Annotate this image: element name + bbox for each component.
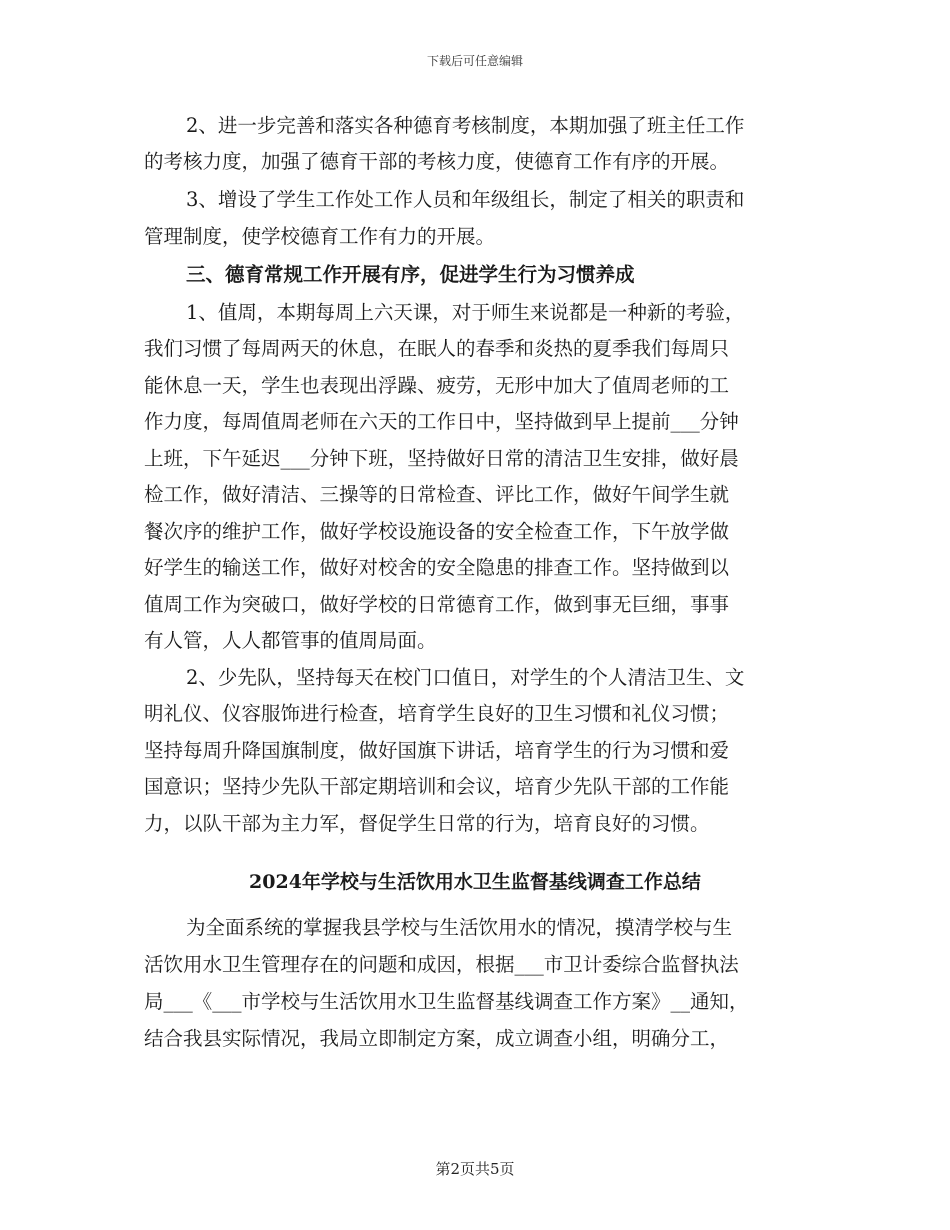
paragraph-line: 上班，下午延迟___分钟下班，坚持做好日常的清洁卫生安排，做好晨 bbox=[144, 447, 739, 470]
paragraph-line: 力，以队干部为主力军，督促学生日常的行为，培育良好的习惯。 bbox=[144, 812, 710, 835]
page-footer: 第2页共5页 bbox=[435, 1160, 515, 1178]
paragraph-line: 局___《___市学校与生活饮用水卫生监督基线调查工作方案》__通知， bbox=[144, 990, 749, 1013]
paragraph-line: 管理制度，使学校德育工作有力的开展。 bbox=[144, 225, 496, 248]
paragraph-line: 值周工作为突破口，做好学校的日常德育工作，做到事无巨细，事事 bbox=[144, 593, 730, 616]
paragraph-line: 1、值周，本期每周上六天课，对于师生来说都是一种新的考验， bbox=[186, 301, 745, 324]
document-title: 2024年学校与生活饮用水卫生监督基线调查工作总结 bbox=[249, 871, 701, 893]
paragraph-line: 检工作，做好清洁、三操等的日常检查、评比工作，做好午间学生就 bbox=[144, 483, 730, 506]
section-heading: 三、德育常规工作开展有序，促进学生行为习惯养成 bbox=[186, 263, 635, 286]
paragraph-line: 作力度，每周值周老师在六天的工作日中，坚持做到早上提前___分钟 bbox=[144, 410, 739, 433]
paragraph-line: 有人管，人人都管事的值周局面。 bbox=[144, 629, 437, 652]
paragraph-line: 国意识；坚持少先队干部定期培训和会议，培育少先队干部的工作能 bbox=[144, 775, 730, 798]
paragraph-line: 活饮用水卫生管理存在的问题和成因，根据___市卫计委综合监督执法 bbox=[144, 953, 739, 976]
paragraph-line: 2、进一步完善和落实各种德育考核制度，本期加强了班主任工作 bbox=[186, 114, 745, 137]
paragraph-line: 能休息一天，学生也表现出浮躁、疲劳，无形中加大了值周老师的工 bbox=[144, 374, 730, 397]
paragraph-line: 坚持每周升降国旗制度，做好国旗下讲话，培育学生的行为习惯和爱 bbox=[144, 739, 730, 762]
paragraph-line: 的考核力度，加强了德育干部的考核力度，使德育工作有序的开展。 bbox=[144, 150, 730, 173]
paragraph-line: 2、少先队，坚持每天在校门口值日，对学生的个人清洁卫生、文 bbox=[186, 666, 745, 689]
paragraph-line: 结合我县实际情况，我局立即制定方案，成立调查小组，明确分工， bbox=[144, 1027, 730, 1050]
paragraph-line: 明礼仪、仪容服饰进行检查，培育学生良好的卫生习惯和礼仪习惯； bbox=[144, 702, 730, 725]
paragraph-line: 为全面系统的掌握我县学校与生活饮用水的情况，摸清学校与生 bbox=[186, 916, 733, 939]
paragraph-line: 我们习惯了每周两天的休息，在眠人的春季和炎热的夏季我们每周只 bbox=[144, 337, 730, 360]
paragraph-line: 餐次序的维护工作，做好学校设施设备的安全检查工作，下午放学做 bbox=[144, 520, 730, 543]
page-header: 下载后可任意编辑 bbox=[426, 54, 523, 68]
paragraph-line: 好学生的输送工作，做好对校舍的安全隐患的排查工作。坚持做到以 bbox=[144, 556, 730, 579]
paragraph-line: 3、增设了学生工作处工作人员和年级组长，制定了相关的职责和 bbox=[186, 188, 745, 211]
